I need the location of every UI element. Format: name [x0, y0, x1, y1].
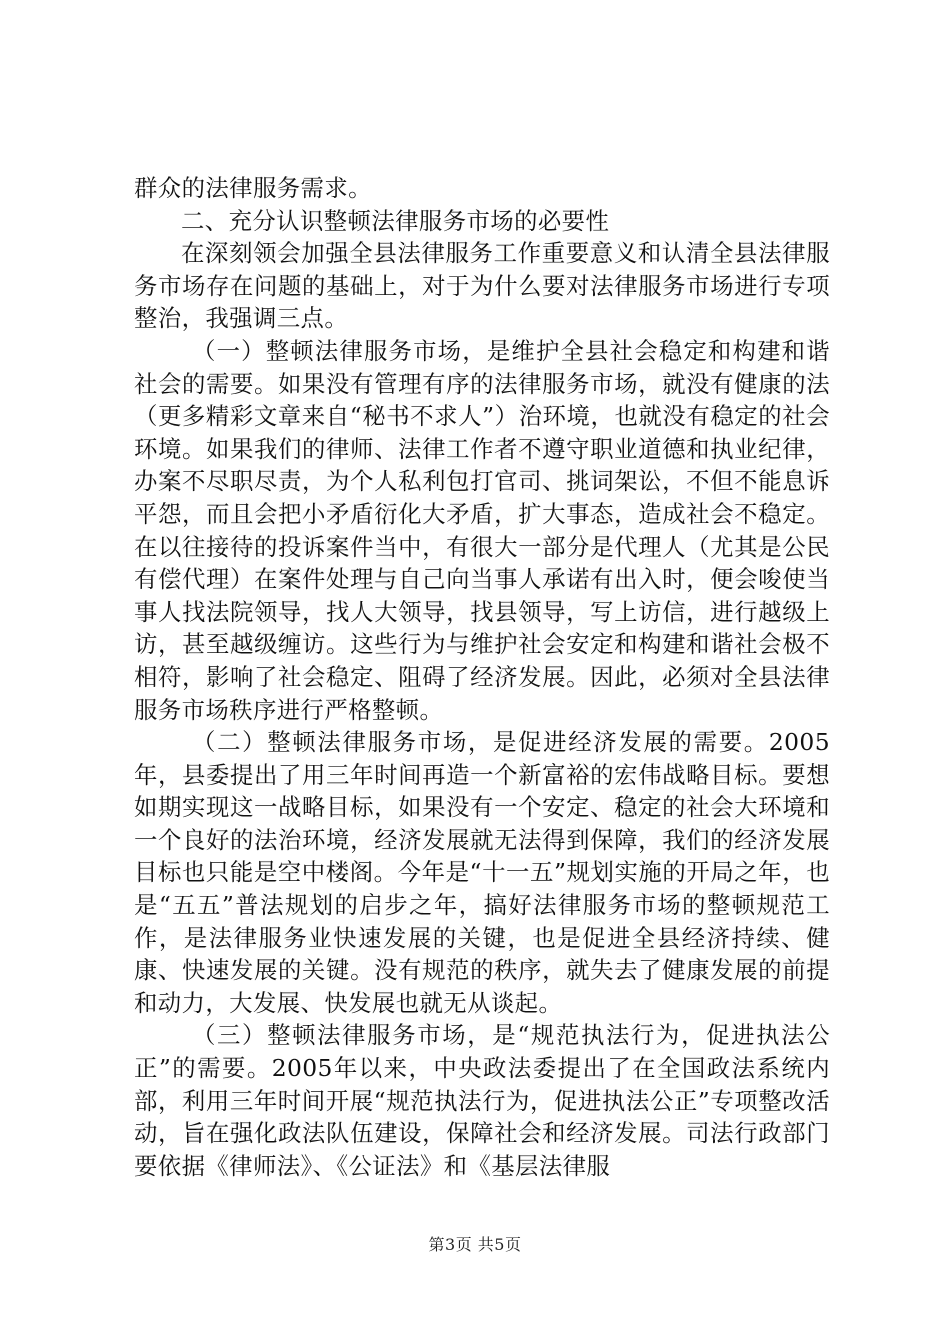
paragraph-intro: 在深刻领会加强全县法律服务工作重要意义和认清全县法律服务市场存在问题的基础上，对于为什么要对法律服务市场进行专项整治，我强调三点。: [134, 239, 830, 333]
section-heading: 二、充分认识整顿法律服务市场的必要性: [181, 206, 610, 235]
document-body: [134, 172, 830, 1182]
paragraph-point-three: （三）整顿法律服务市场，是“规范执法行为，促进执法公正”的需要。2005年以来，中央政法委提出了在全国政法系统内部，利用三年时间开展“规范执法行为，促进执法公正”专项整改活动，旨在强化政法队伍建设，保障社会和经济发展。司法行政部门要依据《律师法》、《公证法》和《基层法律服: [134, 1021, 830, 1180]
paragraph-point-two: （二）整顿法律服务市场，是促进经济发展的需要。2005年，县委提出了用三年时间再造一个新富裕的宏伟战略目标。要想如期实现这一战略目标，如果没有一个安定、稳定的社会大环境和一个良好的法治环境，经济发展就无法得到保障，我们的经济发展目标也只能是空中楼阁。今年是“十一五”规划实施的开局之年，也是“五五”普法规划的启步之年，搞好法律服务市场的整顿规范工作，是法律服务业快速发展的关键，也是促进全县经济持续、健康、快速发展的关键。没有规范的秩序，就失去了健康发展的前提和动力，大发展、快发展也就无从谈起。: [134, 728, 830, 1017]
page-number-footer: 第3页 共5页: [428, 1235, 522, 1254]
paragraph-point-one: （一）整顿法律服务市场，是维护全县社会稳定和构建和谐社会的需要。如果没有管理有序的法律服务市场，就没有健康的法（更多精彩文章来自“秘书不求人”）治环境，也就没有稳定的社会环境。如果我们的律师、法律工作者不遵守职业道德和执业纪律，办案不尽职尽责，为个人私利包打官司、挑词架讼，不但不能息诉平怨，而且会把小矛盾衍化大矛盾，扩大事态，造成社会不稳定。在以往接待的投诉案件当中，有很大一部分是代理人（尤其是公民有偿代理）在案件处理与自己向当事人承诺有出入时，便会唆使当事人找法院领导，找人大领导，找县领导，写上访信，进行越级上访，甚至越级缠访。这些行为与维护社会安定和构建和谐社会极不相符，影响了社会稳定、阻碍了经济发展。因此，必须对全县法律服务市场秩序进行严格整顿。: [134, 336, 830, 724]
paragraph-continuation: 群众的法律服务需求。: [134, 174, 372, 202]
